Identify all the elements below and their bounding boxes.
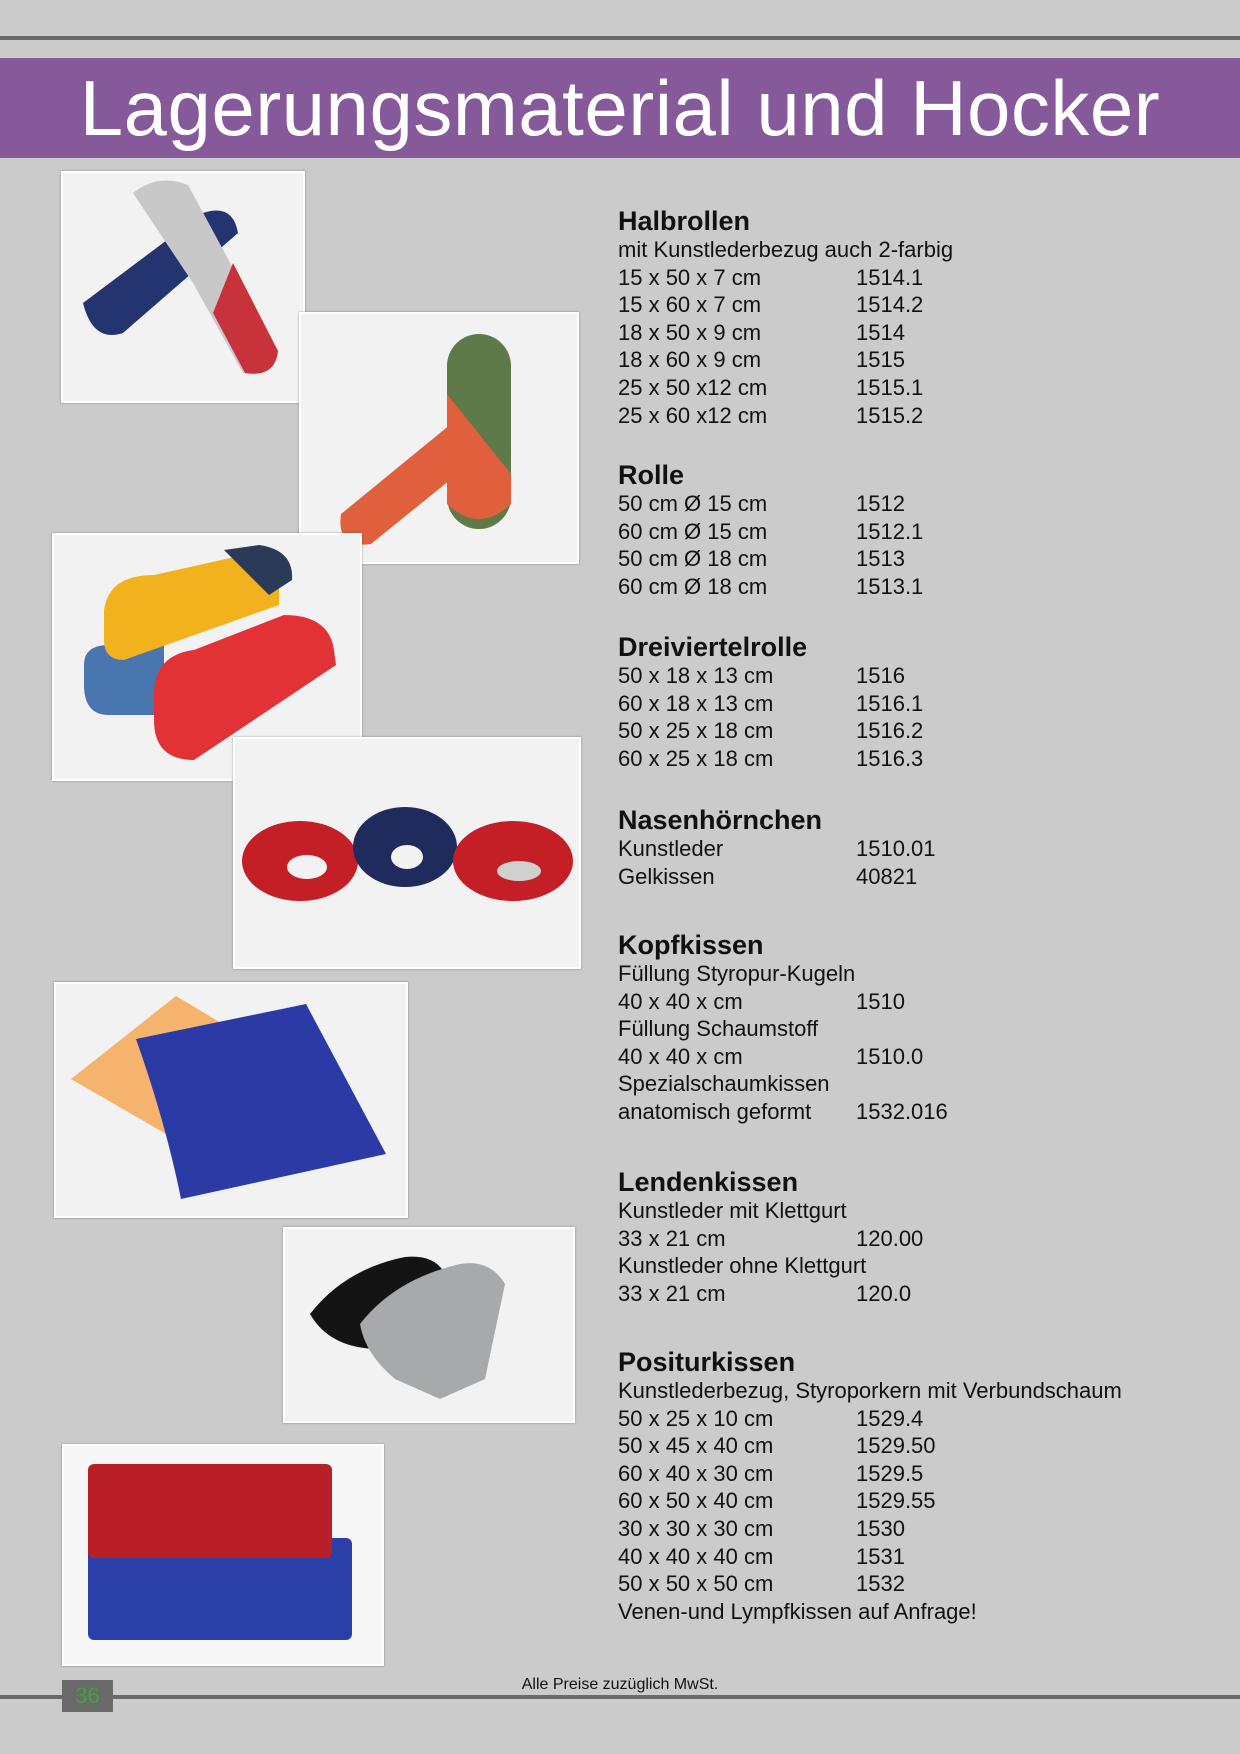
product-line bbox=[618, 863, 918, 891]
product-description: Füllung Styropur-Kugeln bbox=[618, 961, 856, 986]
product-description: 40 x 40 x cm bbox=[618, 1043, 743, 1069]
product-description: 25 x 60 x12 cm bbox=[618, 402, 768, 428]
article-number: 1514.1 bbox=[856, 264, 924, 290]
product-description: 33 x 21 cm bbox=[618, 1280, 726, 1306]
product-description: 15 x 50 x 7 cm bbox=[618, 264, 762, 290]
product-line bbox=[618, 745, 924, 773]
product-description: 15 x 60 x 7 cm bbox=[618, 292, 762, 318]
photo-lendenkissen bbox=[283, 1227, 575, 1423]
product-line bbox=[618, 319, 905, 347]
article-number: 1529.55 bbox=[856, 1488, 936, 1514]
product-line bbox=[618, 1570, 905, 1598]
article-number: 1529.50 bbox=[856, 1433, 936, 1459]
article-number: 40821 bbox=[856, 863, 918, 889]
page-number: 36 bbox=[62, 1680, 113, 1712]
product-line bbox=[618, 835, 936, 863]
product-line bbox=[618, 1098, 948, 1126]
product-line bbox=[618, 1515, 905, 1543]
product-line bbox=[618, 490, 905, 518]
article-number: 1514.2 bbox=[856, 292, 924, 318]
section-positurkissen bbox=[618, 1347, 1122, 1625]
photo-rolle bbox=[299, 312, 579, 564]
product-line bbox=[618, 1070, 830, 1098]
section-heading: Nasenhörnchen bbox=[618, 805, 823, 835]
product-description: Venen-und Lympfkissen auf Anfrage! bbox=[618, 1598, 977, 1624]
product-description: Kunstleder ohne Klettgurt bbox=[618, 1253, 867, 1279]
photo-nasenhoernchen bbox=[233, 737, 581, 969]
product-line bbox=[618, 1197, 847, 1225]
article-number: 1516.1 bbox=[856, 690, 924, 716]
product-line bbox=[618, 1377, 1122, 1405]
product-line bbox=[618, 662, 905, 690]
product-description: mit Kunstlederbezug auch 2-farbig bbox=[618, 237, 954, 262]
product-line bbox=[618, 402, 924, 430]
section-heading: Dreiviertelrolle bbox=[618, 632, 808, 662]
section-heading: Halbrollen bbox=[618, 206, 751, 236]
product-line bbox=[618, 1405, 924, 1433]
article-number: 1510.01 bbox=[856, 836, 936, 861]
product-line bbox=[618, 346, 905, 374]
product-description: 50 cm Ø 18 cm bbox=[618, 546, 768, 572]
article-number: 1529.4 bbox=[856, 1405, 924, 1431]
section-kopfkissen bbox=[618, 930, 948, 1126]
product-line bbox=[618, 573, 924, 601]
bottom-rule bbox=[0, 1695, 1240, 1699]
halbrollen-illustration bbox=[63, 173, 303, 401]
product-line bbox=[618, 545, 905, 573]
product-line bbox=[618, 988, 905, 1016]
product-description: 50 cm Ø 15 cm bbox=[618, 491, 768, 516]
section-rolle bbox=[618, 460, 924, 600]
photo-positurkissen bbox=[62, 1444, 384, 1666]
article-number: 1514 bbox=[856, 319, 905, 345]
product-description: 60 x 25 x 18 cm bbox=[618, 745, 774, 771]
product-line bbox=[618, 1252, 867, 1280]
product-line bbox=[618, 1460, 924, 1488]
section-halbrollen bbox=[618, 206, 954, 429]
product-description: 18 x 50 x 9 cm bbox=[618, 319, 762, 345]
article-number: 1515 bbox=[856, 347, 905, 373]
section-heading: Lendenkissen bbox=[618, 1167, 799, 1197]
product-description: 18 x 60 x 9 cm bbox=[618, 347, 762, 373]
product-line bbox=[618, 1432, 936, 1460]
article-number: 1516.2 bbox=[856, 718, 924, 744]
title-banner bbox=[0, 58, 1240, 158]
photo-halbrollen bbox=[61, 171, 305, 403]
section-lendenkissen bbox=[618, 1167, 924, 1307]
article-number: 1530 bbox=[856, 1515, 905, 1541]
product-description: 60 cm Ø 15 cm bbox=[618, 518, 768, 544]
article-number: 1531 bbox=[856, 1543, 905, 1569]
product-line bbox=[618, 264, 924, 292]
kopfkissen-illustration bbox=[56, 984, 406, 1216]
product-description: 30 x 30 x 30 cm bbox=[618, 1515, 774, 1541]
product-line bbox=[618, 1015, 819, 1043]
article-number: 1532 bbox=[856, 1571, 905, 1597]
article-number: 120.00 bbox=[856, 1225, 924, 1251]
nasenhoernchen-illustration bbox=[235, 739, 579, 967]
section-dreiviertelrolle bbox=[618, 632, 924, 772]
article-number: 1529.5 bbox=[856, 1460, 924, 1486]
product-description: Kunstlederbezug, Styroporkern mit Verbundschaum bbox=[618, 1378, 1122, 1403]
product-description: 50 x 45 x 40 cm bbox=[618, 1433, 774, 1459]
product-line bbox=[618, 1225, 924, 1253]
product-description: 50 x 25 x 18 cm bbox=[618, 718, 774, 744]
article-number: 1516.3 bbox=[856, 745, 924, 771]
product-line bbox=[618, 690, 924, 718]
product-description: Spezialschaumkissen bbox=[618, 1071, 830, 1097]
product-description: 60 cm Ø 18 cm bbox=[618, 573, 768, 599]
section-heading: Rolle bbox=[618, 460, 685, 490]
article-number: 1512.1 bbox=[856, 518, 924, 544]
product-description: 33 x 21 cm bbox=[618, 1225, 726, 1251]
section-heading: Positurkissen bbox=[618, 1347, 796, 1377]
lendenkissen-illustration bbox=[285, 1229, 573, 1421]
product-description: Kunstleder mit Klettgurt bbox=[618, 1198, 847, 1223]
product-description: Kunstleder bbox=[618, 836, 724, 861]
article-number: 1516 bbox=[856, 663, 905, 688]
section-nasenhoernchen bbox=[618, 805, 936, 890]
product-line bbox=[618, 374, 924, 402]
footnote: Alle Preise zuzüglich MwSt. bbox=[521, 1676, 719, 1693]
product-description: 40 x 40 x cm bbox=[618, 988, 743, 1014]
section-heading: Kopfkissen bbox=[618, 930, 764, 960]
product-line bbox=[618, 1543, 905, 1571]
article-number: 120.0 bbox=[856, 1280, 912, 1306]
product-line bbox=[618, 1280, 912, 1308]
article-number: 1512 bbox=[856, 491, 905, 516]
product-line bbox=[618, 518, 924, 546]
product-description: 40 x 40 x 40 cm bbox=[618, 1543, 774, 1569]
product-line bbox=[618, 236, 954, 264]
article-number: 1515.1 bbox=[856, 374, 924, 400]
product-description: 60 x 40 x 30 cm bbox=[618, 1460, 774, 1486]
product-description: Füllung Schaumstoff bbox=[618, 1016, 819, 1042]
product-line bbox=[618, 1598, 977, 1626]
product-line bbox=[618, 1043, 924, 1071]
product-description: 50 x 50 x 50 cm bbox=[618, 1571, 774, 1597]
product-description: 60 x 50 x 40 cm bbox=[618, 1488, 774, 1514]
article-number: 1515.2 bbox=[856, 402, 924, 428]
article-number: 1513.1 bbox=[856, 573, 924, 599]
photo-kopfkissen bbox=[54, 982, 408, 1218]
product-description: 25 x 50 x12 cm bbox=[618, 374, 768, 400]
product-description: 50 x 25 x 10 cm bbox=[618, 1405, 774, 1431]
product-description: 50 x 18 x 13 cm bbox=[618, 663, 774, 688]
article-number: 1532.016 bbox=[856, 1098, 948, 1124]
product-description: 60 x 18 x 13 cm bbox=[618, 690, 774, 716]
rolle-illustration bbox=[301, 314, 577, 562]
product-line bbox=[618, 717, 924, 745]
positurkissen-illustration bbox=[64, 1446, 382, 1664]
top-rule bbox=[0, 36, 1240, 40]
article-number: 1513 bbox=[856, 546, 905, 572]
product-line bbox=[618, 291, 924, 319]
page-title: Lagerungsmaterial und Hocker bbox=[79, 63, 1161, 152]
product-line bbox=[618, 1487, 936, 1515]
product-description: Gelkissen bbox=[618, 863, 715, 889]
product-line bbox=[618, 960, 856, 988]
product-description: anatomisch geformt bbox=[618, 1098, 812, 1124]
article-number: 1510.0 bbox=[856, 1043, 924, 1069]
article-number: 1510 bbox=[856, 988, 905, 1014]
